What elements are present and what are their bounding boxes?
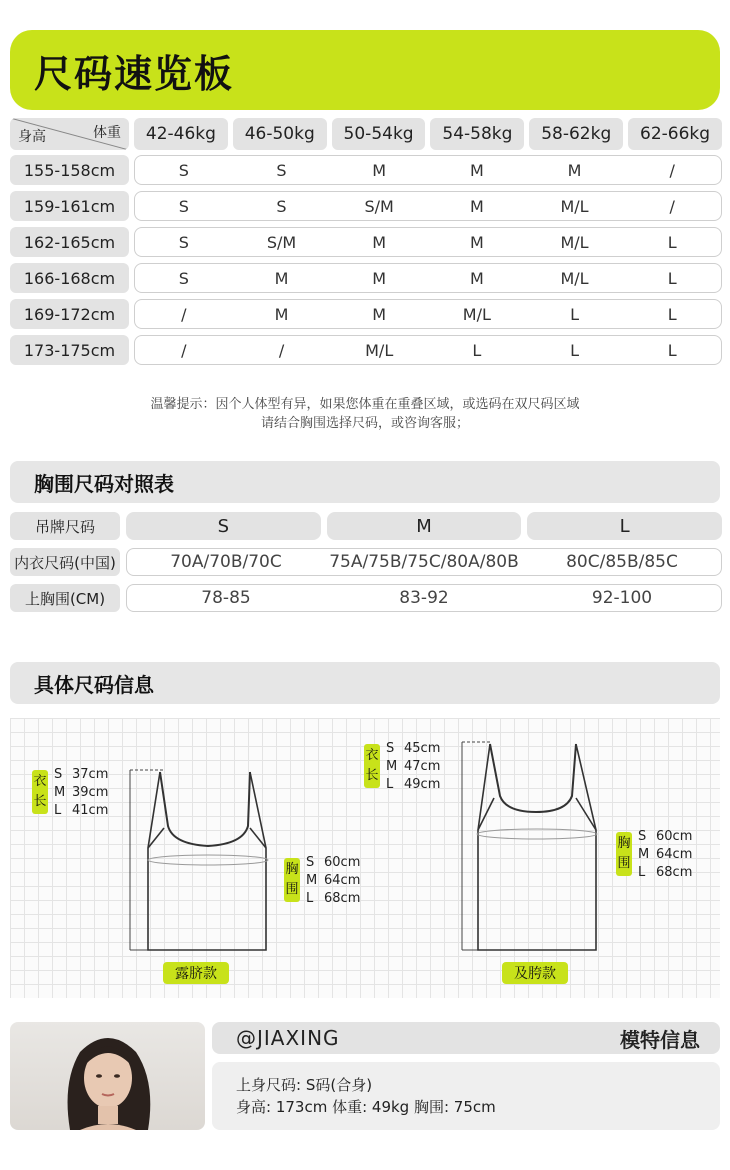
bust-row-values (126, 584, 722, 612)
cropped-style-label: 露脐款 (163, 962, 229, 984)
weight-header: 58-62kg (529, 118, 623, 150)
size-cell: S/M (266, 232, 297, 252)
page-title: 尺码速览板 (34, 51, 235, 96)
length-measurements: S 45cm M 47cm L 49cm (386, 741, 441, 792)
model-header (212, 1022, 720, 1054)
bust-row-values (126, 548, 722, 576)
corner-weight-label: 体重 (93, 125, 121, 141)
upper-bust-value: 92-100 (591, 588, 653, 608)
detail-section-header: 具体尺码信息 (10, 662, 720, 704)
size-cell: S (276, 196, 287, 216)
hip-style-label: 及胯款 (502, 962, 568, 984)
size-cell: M (372, 268, 387, 288)
bra-size-value: 80C/85B/85C (566, 552, 678, 572)
bust-row-label: 吊牌尺码 (10, 512, 120, 540)
size-cell: M/L (560, 196, 589, 216)
model-info-title: 模特信息 (620, 1027, 700, 1052)
bust-row-bra (10, 548, 722, 576)
size-cell: S (276, 160, 287, 180)
model-body-line: 身高: 173cm 体重: 49kg 胸围: 75cm (236, 1098, 496, 1116)
size-cell: S (178, 232, 189, 252)
tip-line-2: 请结合胸围选择尺码，或咨询客服； (260, 416, 469, 431)
size-cell: M (469, 196, 484, 216)
size-cell: M (469, 268, 484, 288)
bust-measurements: S 60cm M 64cm L 68cm (638, 829, 693, 880)
size-cell: S (178, 268, 189, 288)
cropped-camisole-drawing (120, 762, 290, 958)
length-tag: 衣 长 (32, 770, 48, 814)
weight-header: 62-66kg (628, 118, 722, 150)
size-cell: L (667, 232, 677, 252)
size-cell: / (181, 340, 187, 360)
size-grid-row (10, 191, 722, 221)
size-cell: L (667, 340, 677, 360)
size-cell: L (570, 304, 579, 324)
size-cell: M/L (462, 304, 491, 324)
size-cell: M (372, 304, 387, 324)
weight-header: 50-54kg (332, 118, 426, 150)
hip-length-camisole-drawing (452, 734, 612, 958)
size-cell: M (567, 160, 582, 180)
bust-section-header: 胸围尺码对照表 (10, 461, 720, 503)
upper-bust-value: 78-85 (201, 588, 251, 608)
weight-header: 54-58kg (430, 118, 524, 150)
size-tip (0, 395, 730, 433)
size-cell: / (669, 196, 675, 216)
garment-diagram-area (10, 718, 720, 998)
size-grid-header (10, 118, 722, 150)
size-cell: M (274, 268, 289, 288)
height-label: 166-168cm (10, 263, 129, 293)
size-grid-rows (10, 155, 722, 365)
height-label: 159-161cm (10, 191, 129, 221)
tip-line-1: 温馨提示：因个人体型有异，如果您体重在重叠区域，或选码在双尺码区域 (150, 397, 580, 412)
size-cell: / (181, 304, 187, 324)
size-grid-row (10, 263, 722, 293)
size-grid-row (10, 335, 722, 365)
model-handle: @JIAXING (236, 1026, 340, 1050)
model-photo (10, 1022, 205, 1130)
bust-tag: 胸 围 (284, 858, 300, 902)
size-cell: M (274, 304, 289, 324)
size-cell: M (372, 160, 387, 180)
size-cell: M/L (365, 340, 394, 360)
tag-size-cell: M (327, 512, 522, 540)
bust-row-tag (10, 512, 722, 540)
bust-table (10, 512, 722, 620)
size-grid-row (10, 227, 722, 257)
size-values (134, 227, 722, 257)
tag-size-cell: S (126, 512, 321, 540)
size-cell: L (472, 340, 482, 360)
corner-height-label: 身高 (18, 129, 46, 145)
size-cell: S/M (364, 196, 394, 216)
size-cell: / (278, 340, 285, 360)
weight-header: 42-46kg (134, 118, 228, 150)
bust-row-label: 上胸围(CM) (10, 584, 120, 612)
size-cell: M (469, 232, 484, 252)
height-label: 173-175cm (10, 335, 129, 365)
size-cell: M (372, 232, 387, 252)
size-cell: M (469, 160, 484, 180)
size-values (134, 155, 722, 185)
bust-row-upper (10, 584, 722, 612)
size-values (134, 191, 722, 221)
title-banner (10, 30, 720, 110)
tag-size-cell: L (527, 512, 722, 540)
size-values (134, 299, 722, 329)
size-values (134, 263, 722, 293)
length-tag: 衣 长 (364, 744, 380, 788)
size-cell: S (178, 160, 189, 180)
size-cell: / (669, 160, 675, 180)
size-cell: L (667, 268, 677, 288)
height-label: 155-158cm (10, 155, 129, 185)
size-grid-table (10, 118, 722, 371)
bust-tag: 胸 围 (616, 832, 632, 876)
size-grid-corner (10, 118, 129, 150)
model-info-panel (212, 1062, 720, 1130)
bra-size-value: 75A/75B/75C/80A/80B (329, 552, 519, 572)
weight-header: 46-50kg (233, 118, 327, 150)
size-cell: M/L (560, 268, 589, 288)
size-values (134, 335, 722, 365)
bust-measurements: S 60cm M 64cm L 68cm (306, 855, 361, 906)
bust-row-label: 内衣尺码(中国) (10, 548, 120, 576)
bra-size-value: 70A/70B/70C (170, 552, 282, 572)
height-label: 169-172cm (10, 299, 129, 329)
length-measurements: S 37cm M 39cm L 41cm (54, 767, 109, 818)
size-cell: L (570, 340, 579, 360)
model-portrait-image (10, 1022, 205, 1130)
size-grid-row (10, 299, 722, 329)
size-cell: S (178, 196, 189, 216)
size-cell: M/L (560, 232, 589, 252)
size-cell: L (667, 304, 677, 324)
height-label: 162-165cm (10, 227, 129, 257)
model-size-line: 上身尺码: S码(合身) (236, 1076, 373, 1094)
upper-bust-value: 83-92 (399, 588, 449, 608)
size-grid-row (10, 155, 722, 185)
